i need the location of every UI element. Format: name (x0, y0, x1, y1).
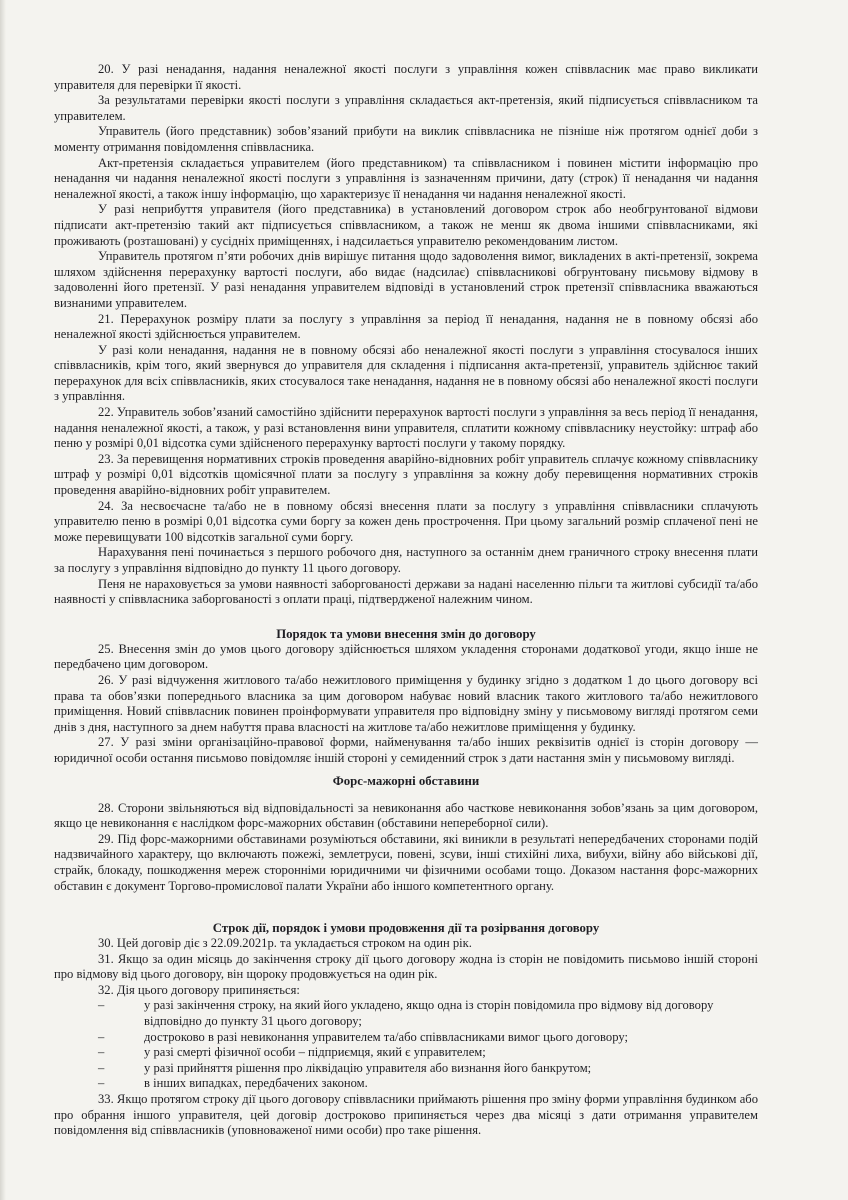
termination-list (54, 998, 758, 1092)
paragraph-20-act-content: Акт-претензія складається управителем (його представником) та співвласником і повинен містити інформацію про ненадання чи надання неналежної якості послуги з управління із зазначенням причини, дату (строк) її ненадання чи надання неналежної якості, а також іншу інформацію, що характеризує її ненадання чи надання неналежної якості. (54, 155, 758, 201)
paragraph-32: 32. Дія цього договору припиняється: (98, 982, 300, 997)
paragraph-24-penalty-start: Нарахування пені починається з першого робочого дня, наступного за останнім днем граничного строку внесення плати за послугу з управління відповідно до пункту 11 цього договору. (54, 545, 758, 575)
list-item: – у разі прийняття рішення про ліквідацію управителя або визнання його банкрутом; (144, 1061, 758, 1077)
list-item: – у разі смерті фізичної особи – підприємця, який є управителем; (144, 1045, 758, 1061)
paragraph-33: 33. Якщо протягом строку дії цього договору співвласники приймають рішення про зміну форми управління будинком або про обрання іншого управителя, цей договір достроково припиняється через два місяці з дати отримання управителем повідомлення від співвласників (уповноваженої ними особи) про таке рішення. (54, 1092, 758, 1138)
paragraph-24: 24. За несвоєчасне та/або не в повному обсязі внесення плати за послугу з управління співвласники сплачують управителю пеню в розмірі 0,01 відсотка суми боргу за кожен день прострочення. При цьому загальний розмір сплаченої пені не може перевищувати 100 відсотків загальної суми боргу. (54, 498, 758, 544)
paragraph-27: 27. У разі зміни організаційно-правової форми, найменування та/або інших реквізитів однієї із сторін договору — юридичної особи остання письмово повідомляє іншій стороні у семиденний строк з дати настання змін у письмовому вигляді. (54, 735, 758, 765)
paragraph-21-others: У разі коли ненадання, надання не в повному обсязі або неналежної якості послуги з управління стосувалося інших співвласників, крім того, який звернувся до управителя для складення і підписання акта-претензії, управитель здійснює такий перерахунок для всіх співвласників, яких стосувалося таке ненадання, надання не в повному обсязі або неналежної якості послуги з управління. (54, 342, 758, 404)
paragraph-20-no-show: У разі неприбуття управителя (його представника) в установлений договором строк або необгрунтованої відмови підписати акт-претензію такий акт підписується співвласником, а також не менш як двома іншими співвласниками, які проживають (розташовані) у сусідніх приміщеннях, і надсилається управителю рекомендованим листом. (54, 202, 758, 248)
paragraph-31: 31. Якщо за один місяць до закінчення строку дії цього договору жодна із сторін не повідомить письмово іншій стороні про відмову від цього договору, він щороку продовжується на один рік. (54, 951, 758, 982)
paragraph-20-arrival: Управитель (його представник) зобов’язаний прибути на виклик співвласника не пізніше ніж протягом однієї доби з моменту отримання повідомлення співвласника. (54, 124, 758, 154)
section-heading-term: Строк дії, порядок і умови продовження дії та розірвання договору (212, 921, 600, 936)
section-heading-changes: Порядок та умови внесення змін до договору (276, 626, 536, 641)
paragraph-20-resolution: Управитель протягом п’яти робочих днів вирішує питання щодо задоволення вимог, викладених в акті-претензії, зокрема шляхом здійснення перерахунку вартості послуги, або видає (надсилає) співвласникові обгрунтовану письмову відмову в задоволенні його претензії. У разі ненадання управителем відповіді в установлений строк претензії співвласника вважаються визнаними управителем. (54, 249, 758, 310)
paragraph-20-inspection-result: За результатами перевірки якості послуги з управління складається акт-претензія, який підписується співвласником та управителем. (54, 93, 758, 123)
paragraph-20: 20. У разі ненадання, надання неналежної якості послуги з управління кожен співвласник має право викликати управителя для перевірки її якості. (54, 62, 758, 92)
paragraph-21: 21. Перерахунок розміру плати за послугу з управління за період її ненадання, надання не в повному обсязі або неналежної якості здійснюється управителем. (54, 311, 758, 342)
section-heading-force-majeure: Форс-мажорні обставини (332, 773, 480, 788)
paragraph-28: 28. Сторони звільняються від відповідальності за невиконання або часткове невиконання зобов’язань за цим договором, якщо це невиконання є наслідком форс-мажорних обставин (обставини непереборної сили). (54, 800, 758, 831)
paragraph-30: 30. Цей договір діє з 22.09.2021р. та укладається строком на один рік. (98, 936, 472, 951)
paragraph-29: 29. Під форс-мажорними обставинами розуміються обставини, які виникли в результаті непередбачених сторонами подій надзвичайного характеру, що включають пожежі, землетруси, повені, зсуви, інші стихійні лиха, вибухи, війну або військові дії, страйк, блокаду, пошкодження мереж сторонніми юридичними чи фізичними особами тощо. Доказом настання форс-мажорних обставин є документ Торгово-промислової палати України або іншого компетентного органу. (54, 831, 758, 893)
list-item: – у разі закінчення строку, на який його укладено, якщо одна із сторін повідомила про відмову від договору відповідно до пункту 31 цього договору; (144, 998, 758, 1029)
paragraph-23: 23. За перевищення нормативних строків проведення аварійно-відновних робіт управитель сплачує кожному співвласнику штраф у розмірі 0,01 відсотків щомісячної плати за послугу з управління за кожну добу перевищення нормативних строків проведення аварійно-відновних робіт управителем. (54, 451, 758, 498)
paragraph-26: 26. У разі відчуження житлового та/або нежитлового приміщення у будинку згідно з додатком 1 до цього договору всі права та обов’язки попереднього власника за цим договором набуває новий власник такого житлового та/або нежитлового приміщення. Новий співвласник повинен проінформувати управителя про відповідну зміну у письмовому вигляді протягом семи днів з дня, наступного за днем набуття права власності на житлове та/або нежитлове приміщення у будинку. (54, 672, 758, 734)
paragraph-24-penalty-exception: Пеня не нараховується за умови наявності заборгованості держави за надані населенню пільги та житлові субсидії та/або наявності у співвласника заборгованості з оплати праці, підтвердженої належним чином. (54, 576, 758, 607)
list-item: – в інших випадках, передбачених законом. (144, 1076, 758, 1092)
paragraph-25: 25. Внесення змін до умов цього договору здійснюється шляхом укладення сторонами додаткової угоди, якщо інше не передбачено цим договором. (54, 641, 758, 672)
paragraph-22: 22. Управитель зобов’язаний самостійно здійснити перерахунок вартості послуги з управління за весь період її ненадання, надання неналежної якості, а також, у разі встановлення вини управителя, сплатити кожному співвласнику неустойку: штраф або пеню у розмірі 0,01 відсотка суми здійсненого перерахунку вартості послуги у такому порядку. (54, 405, 758, 451)
list-item: – достроково в разі невиконання управителем та/або співвласниками вимог цього договору; (144, 1030, 758, 1046)
